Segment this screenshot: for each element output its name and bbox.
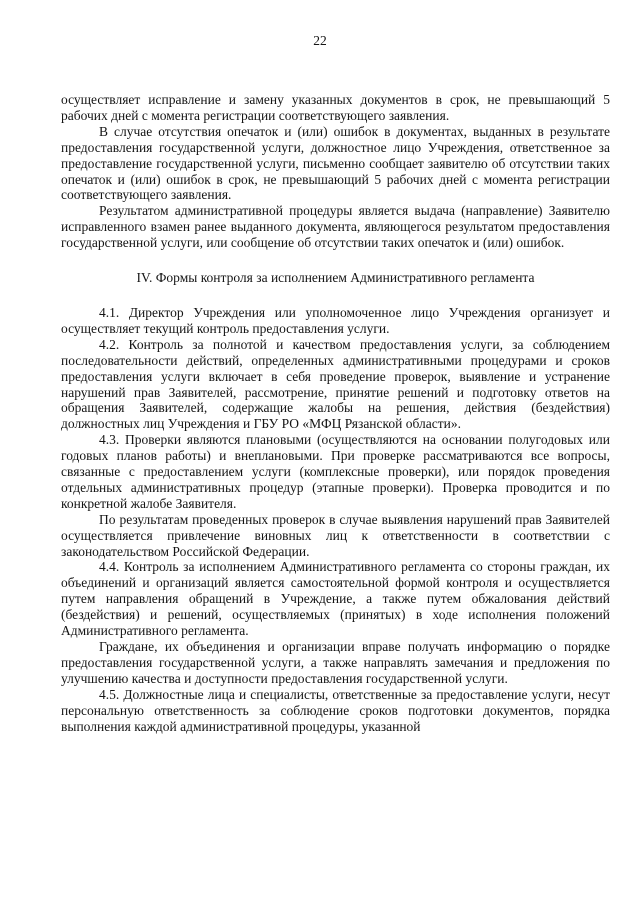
document-body: [61, 92, 610, 734]
section-heading: IV. Формы контроля за исполнением Административного регламента: [136, 270, 535, 286]
paragraph: 4.4. Контроль за исполнением Административного регламента со стороны граждан, их объединений и организаций является самостоятельной формой контроля и осуществляется путем направления обращений в Учреждение, а также путем обжалования действий (бездействия) и решений, осуществляемых (принятых) в ходе исполнения положений Административного регламента.: [61, 559, 610, 639]
paragraph: 4.3. Проверки являются плановыми (осуществляются на основании полугодовых или годовых планов работы) и внеплановыми. При проверке рассматриваются все вопросы, связанные с предоставлением услуги (комплексные проверки), или порядок проведения отдельных административных процедур (этапные проверки). Проверка проводится и по конкретной жалобе Заявителя.: [61, 432, 610, 511]
paragraph: По результатам проведенных проверок в случае выявления нарушений прав Заявителей осуществляется привлечение виновных лиц к ответственности в соответствии с законодательством Российской Федерации.: [61, 511, 610, 559]
paragraph: Результатом административной процедуры является выдача (направление) Заявителю исправленного взамен ранее выданного документа, являющегося результатом предоставления государственной услуги, или сообщение об отсутствии таких опечаток и (или) ошибок.: [61, 203, 610, 251]
page-number: 22: [313, 33, 327, 48]
paragraph: Граждане, их объединения и организации вправе получать информацию о порядке предоставления государственной услуги, а также направлять замечания и предложения по улучшению качества и доступности предоставления государственной услуги.: [61, 639, 610, 686]
paragraph: 4.1. Директор Учреждения или уполномоченное лицо Учреждения организует и осуществляет текущий контроль предоставления услуги.: [61, 304, 610, 336]
paragraph: В случае отсутствия опечаток и (или) ошибок в документах, выданных в результате предоставления государственной услуги, должностное лицо Учреждения, ответственное за предоставление государственной услуги, письменно сообщает заявителю об отсутствии таких опечаток и (или) ошибок в срок, не превышающий 5 рабочих дней с момента регистрации соответствующего заявления.: [61, 123, 610, 203]
paragraph: 4.2. Контроль за полнотой и качеством предоставления услуги, за соблюдением последовательности действий, определенных административными процедурами и сроков предоставления услуги включает в себя проведение проверок, выявление и устранение нарушений прав Заявителей, рассмотрение, принятие решений и подготовку ответов на обращения Заявителей, содержащие жалобы на решения, действия (бездействия) должностных лиц Учреждения и ГБУ РО «МФЦ Рязанской области».: [61, 336, 610, 432]
paragraph: 4.5. Должностные лица и специалисты, ответственные за предоставление услуги, несут персональную ответственность за соблюдение сроков подготовки документов, порядка выполнения каждой административной процедуры, указанной: [61, 686, 610, 734]
paragraph: осуществляет исправление и замену указанных документов в срок, не превышающий 5 рабочих дней с момента регистрации соответствующего заявления.: [61, 92, 610, 123]
